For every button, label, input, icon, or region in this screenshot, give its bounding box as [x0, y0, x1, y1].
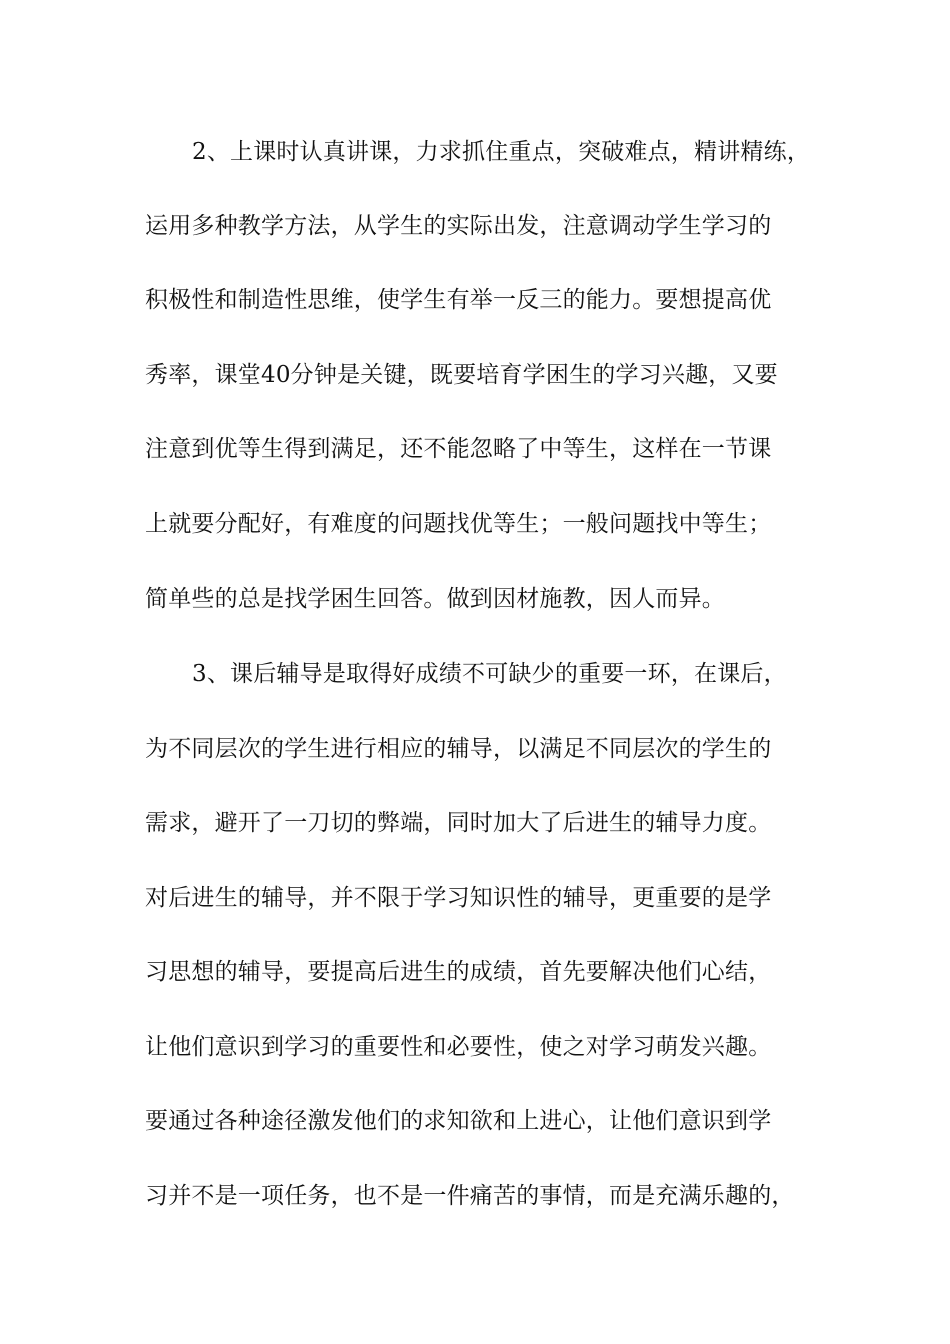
- paragraph-3-line-2: 为不同层次的学生进行相应的辅导，以满足不同层次的学生的: [145, 736, 772, 762]
- paragraph-3-line-1: 3、课后辅导是取得好成绩不可缺少的重要一环，在课后，: [192, 661, 787, 687]
- paragraph-3-line-3: 需求，避开了一刀切的弊端，同时加大了后进生的辅导力度。: [145, 810, 772, 836]
- paragraph-2-line-5: 注意到优等生得到满足，还不能忽略了中等生，这样在一节课: [145, 436, 772, 462]
- paragraph-2-line-6: 上就要分配好，有难度的问题找优等生；一般问题找中等生；: [145, 511, 772, 537]
- paragraph-2-line-1: 2、上课时认真讲课，力求抓住重点，突破难点，精讲精练，: [192, 139, 811, 165]
- paragraph-3-line-7: 要通过各种途径激发他们的求知欲和上进心，让他们意识到学: [145, 1108, 772, 1134]
- paragraph-3-line-5: 习思想的辅导，要提高后进生的成绩，首先要解决他们心结，: [145, 959, 772, 985]
- paragraph-2-line-4: 秀率，课堂40分钟是关键，既要培育学困生的学习兴趣，又要: [145, 362, 778, 388]
- paragraph-2-line-7: 简单些的总是找学困生回答。做到因材施教，因人而异。: [145, 586, 725, 612]
- paragraph-2-line-3: 积极性和制造性思维，使学生有举一反三的能力。要想提高优: [145, 287, 772, 313]
- paragraph-3-line-8: 习并不是一项任务，也不是一件痛苦的事情，而是充满乐趣的，: [145, 1183, 795, 1209]
- paragraph-3-line-4: 对后进生的辅导，并不限于学习知识性的辅导，更重要的是学: [145, 885, 772, 911]
- paragraph-3-line-6: 让他们意识到学习的重要性和必要性，使之对学习萌发兴趣。: [145, 1034, 772, 1060]
- paragraph-2-line-2: 运用多种教学方法，从学生的实际出发，注意调动学生学习的: [145, 213, 772, 239]
